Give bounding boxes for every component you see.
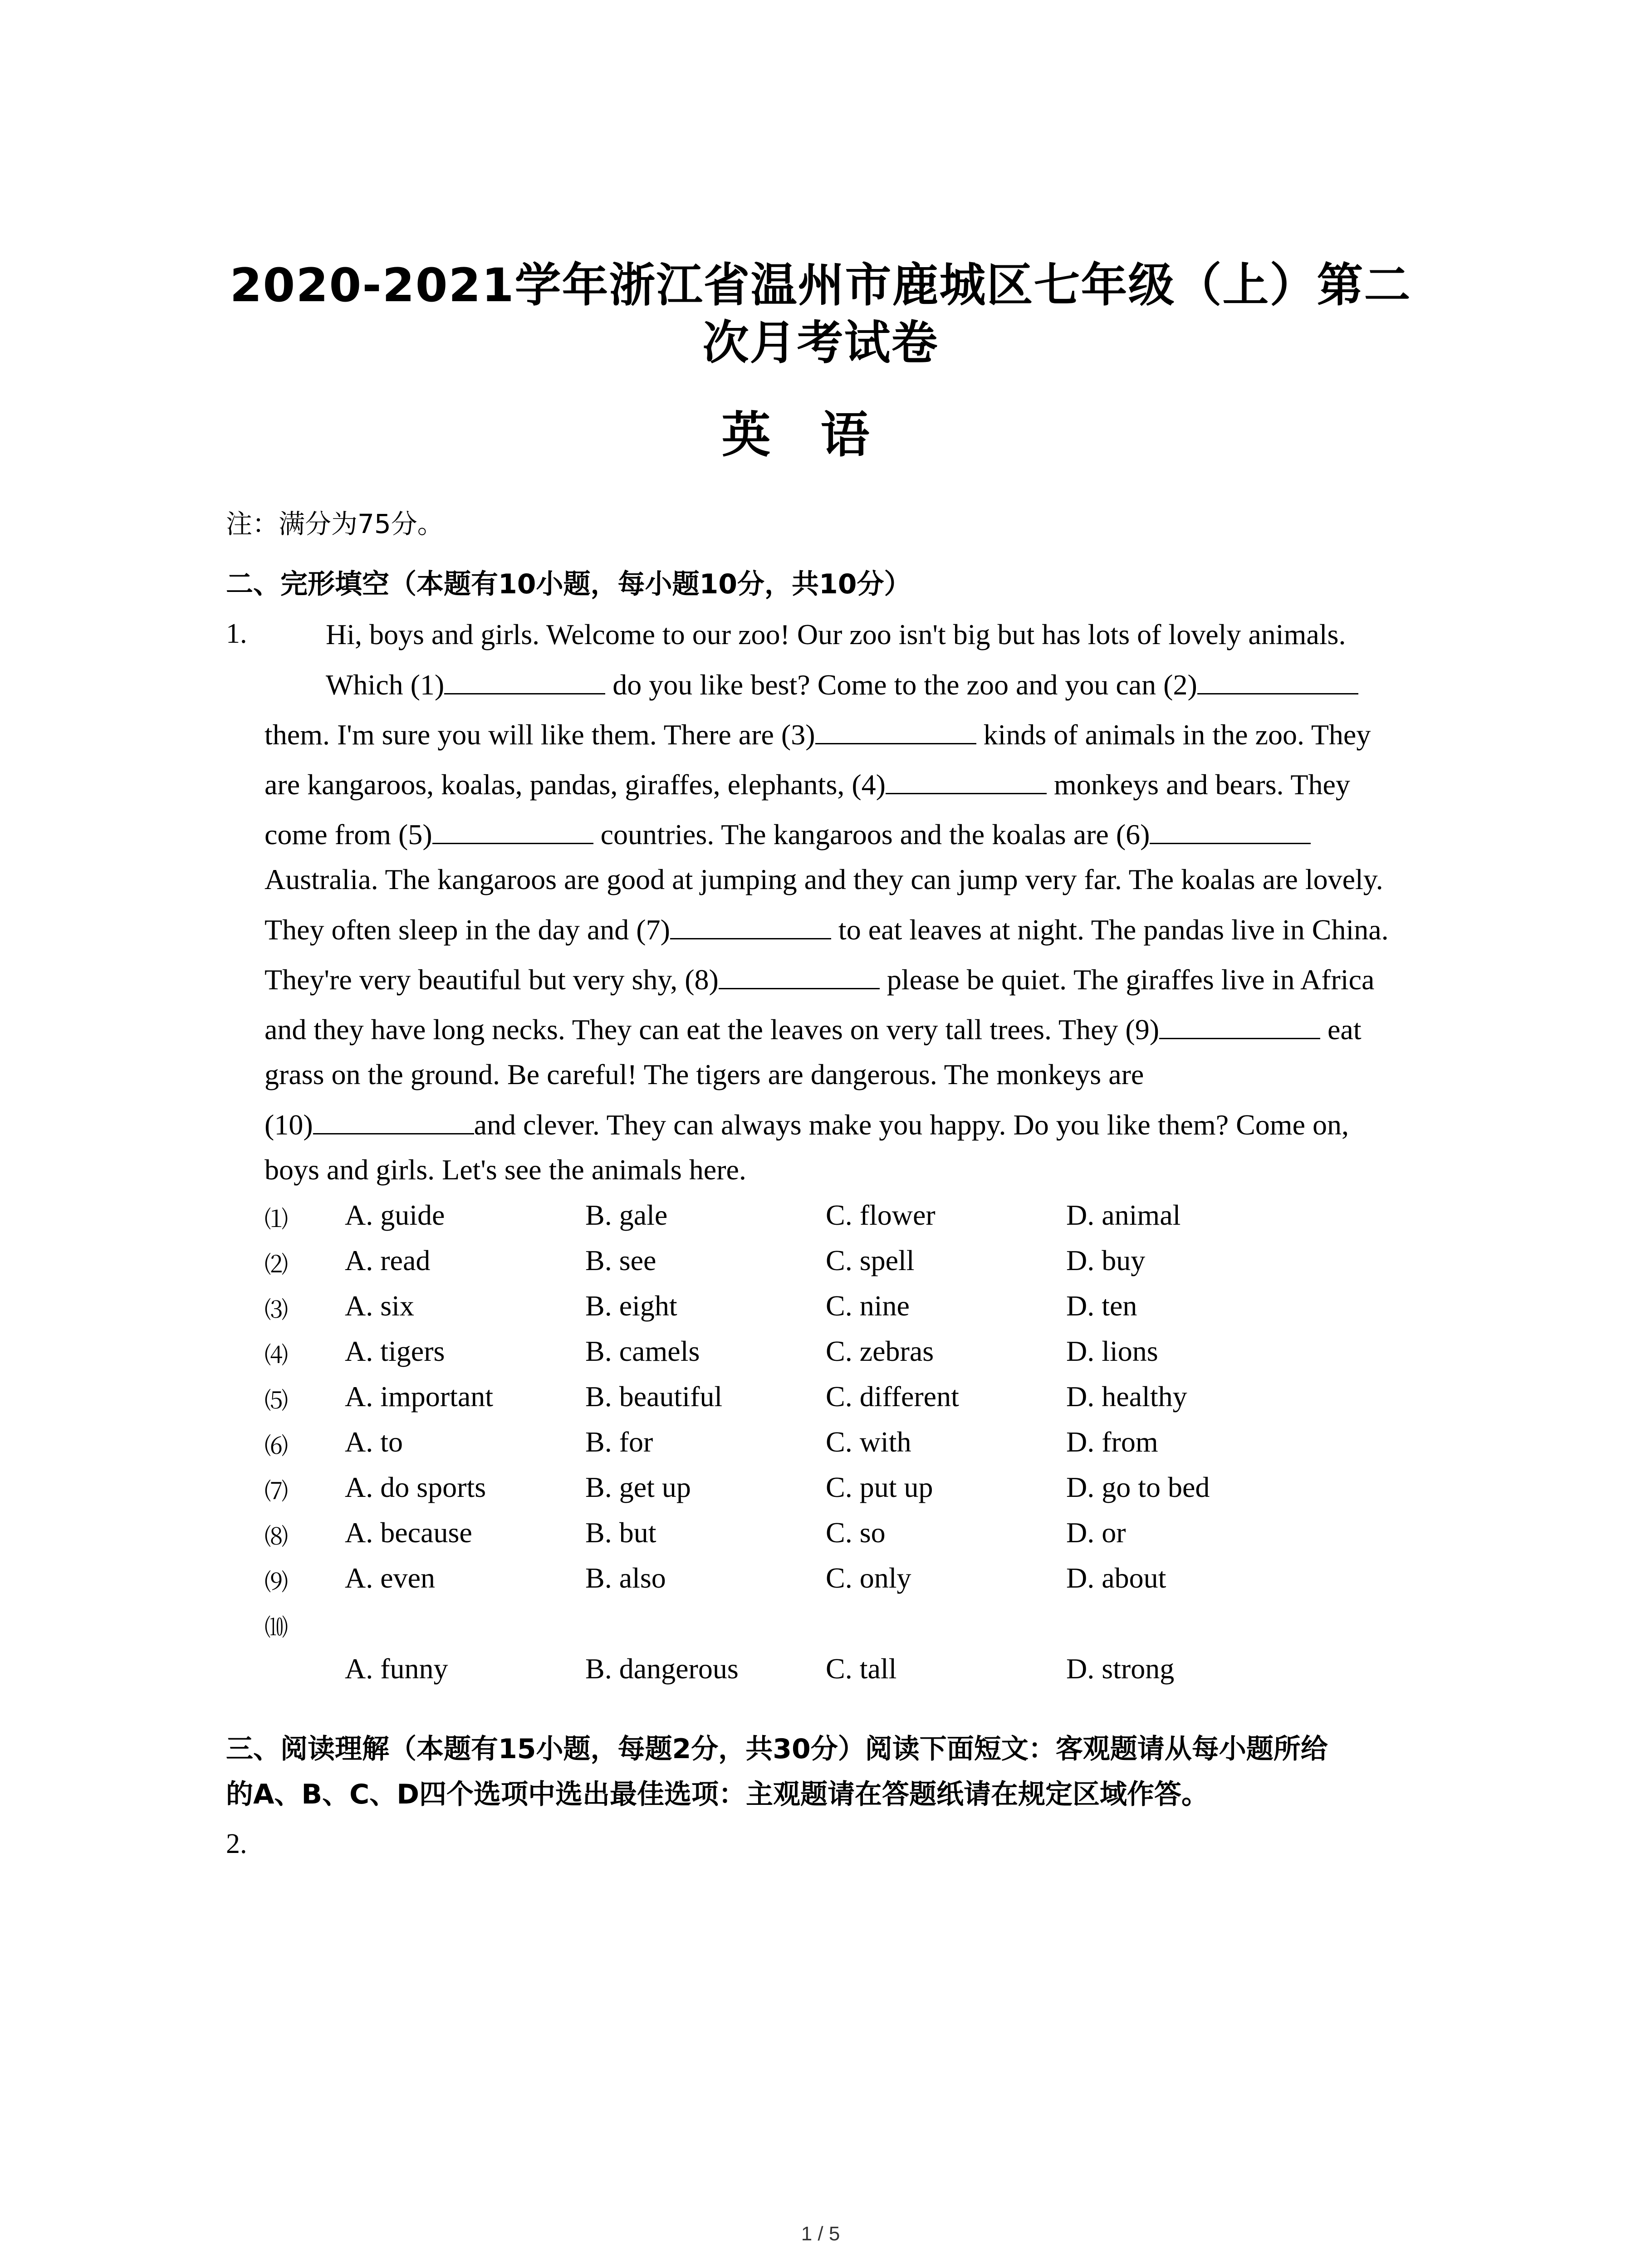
answer-blank[interactable] <box>1197 668 1358 694</box>
passage-text: countries. The kangaroos and the koalas are (6) <box>593 818 1150 850</box>
option-c[interactable]: C. put up <box>826 1471 933 1503</box>
passage-text: Australia. The kangaroos are good at jumping and they can jump very far. The koalas are lovely. <box>265 863 1383 895</box>
passage-line <box>265 1058 1144 1091</box>
option-b[interactable]: B. beautiful <box>585 1380 723 1413</box>
answer-blank[interactable] <box>444 668 605 694</box>
option-b[interactable]: B. for <box>585 1426 653 1458</box>
section3-heading-line2: 的A、B、C、D四个选项中选出最佳选项：主观题请在答题纸请在规定区域作答。 <box>226 1779 1209 1810</box>
passage-text: (10) <box>265 1109 313 1141</box>
option-a[interactable]: A. read <box>345 1244 431 1276</box>
option-number: ⑴ <box>265 1206 289 1233</box>
option-c[interactable]: C. different <box>826 1380 959 1413</box>
answer-blank[interactable] <box>670 913 831 939</box>
option-number: ⑸ <box>265 1388 289 1415</box>
passage-text: boys and girls. Let's see the animals here. <box>265 1154 746 1186</box>
option-c[interactable]: C. only <box>826 1562 911 1594</box>
option-b[interactable]: B. see <box>585 1244 656 1276</box>
option-c[interactable]: C. with <box>826 1426 911 1458</box>
option-d[interactable]: D. from <box>1066 1426 1158 1458</box>
option-a[interactable]: A. six <box>345 1290 414 1322</box>
passage-text: Hi, boys and girls. Welcome to our zoo! Our zoo isn't big but has lots of lovely animals. <box>326 618 1346 650</box>
option-b[interactable]: B. camels <box>585 1335 700 1367</box>
option-number: ⑺ <box>265 1478 289 1505</box>
option-c[interactable]: C. nine <box>826 1290 910 1322</box>
passage-text: them. I'm sure you will like them. There are (3) <box>265 719 815 751</box>
option-d[interactable]: D. lions <box>1066 1335 1158 1367</box>
passage-line <box>265 1153 746 1187</box>
passage-line <box>265 913 1389 947</box>
passage-text: to eat leaves at night. The pandas live in China. <box>831 914 1389 946</box>
passage-text: do you like best? Come to the zoo and you can (2) <box>605 669 1197 701</box>
answer-blank[interactable] <box>719 963 880 989</box>
question-number: 2. <box>226 1828 247 1859</box>
passage-text: kinds of animals in the zoo. They <box>976 719 1371 751</box>
passage-line <box>265 767 1350 802</box>
passage-text: Which (1) <box>326 669 445 701</box>
section2-heading: 二、完形填空（本题有10小题，每小题10分，共10分） <box>226 568 911 600</box>
passage-line <box>265 817 1311 851</box>
option-d[interactable]: D. animal <box>1066 1199 1181 1231</box>
option-d[interactable]: D. strong <box>1066 1652 1175 1685</box>
passage-line <box>326 618 1346 651</box>
passage-line <box>265 1108 1349 1142</box>
answer-blank[interactable] <box>1150 817 1311 844</box>
option-a[interactable]: A. because <box>345 1516 472 1549</box>
option-a[interactable]: A. tigers <box>345 1335 445 1367</box>
answer-blank[interactable] <box>1159 1012 1320 1039</box>
passage-text: They're very beautiful but very shy, (8) <box>265 963 719 996</box>
question-number: 1. <box>226 618 247 649</box>
passage-text: and they have long necks. They can eat the leaves on very tall trees. They (9) <box>265 1013 1159 1046</box>
option-d[interactable]: D. ten <box>1066 1290 1137 1322</box>
paper-title-line2: 次月考试卷 <box>702 316 939 370</box>
option-d[interactable]: D. buy <box>1066 1244 1146 1276</box>
option-c[interactable]: C. so <box>826 1516 886 1549</box>
passage-text: and clever. They can always make you happy. Do you like them? Come on, <box>474 1109 1349 1141</box>
passage-line <box>326 668 1358 702</box>
option-d[interactable]: D. go to bed <box>1066 1471 1210 1503</box>
option-b[interactable]: B. but <box>585 1516 656 1549</box>
passage-line <box>265 863 1383 896</box>
option-number: ⑹ <box>265 1433 289 1460</box>
option-number: ⑵ <box>265 1251 289 1279</box>
option-b[interactable]: B. eight <box>585 1290 677 1322</box>
option-a[interactable]: A. to <box>345 1426 403 1458</box>
passage-line <box>265 1012 1362 1046</box>
passage-text: come from (5) <box>265 818 432 850</box>
option-d[interactable]: D. healthy <box>1066 1380 1187 1413</box>
option-a[interactable]: A. do sports <box>345 1471 486 1503</box>
option-b[interactable]: B. also <box>585 1562 666 1594</box>
passage-text: monkeys and bears. They <box>1046 768 1350 801</box>
passage-line <box>265 963 1374 997</box>
option-c[interactable]: C. spell <box>826 1244 915 1276</box>
option-c[interactable]: C. flower <box>826 1199 936 1231</box>
paper-subject: 英语 <box>721 406 920 464</box>
option-number: ⑼ <box>265 1569 289 1596</box>
option-number: ⑷ <box>265 1342 289 1369</box>
option-number: ⑶ <box>265 1297 289 1324</box>
answer-blank[interactable] <box>815 718 976 744</box>
option-a[interactable]: A. even <box>345 1562 436 1594</box>
option-c[interactable]: C. zebras <box>826 1335 934 1367</box>
option-b[interactable]: B. get up <box>585 1471 691 1503</box>
option-number: ⑽ <box>265 1614 289 1642</box>
passage-line <box>265 718 1371 752</box>
answer-blank[interactable] <box>886 767 1047 794</box>
option-number: ⑻ <box>265 1524 289 1551</box>
passage-text: eat <box>1320 1013 1362 1046</box>
option-a[interactable]: A. guide <box>345 1199 445 1231</box>
answer-blank[interactable] <box>313 1108 474 1134</box>
score-note: 注：满分为75分。 <box>226 508 444 539</box>
page-number: 1 / 5 <box>801 2223 840 2245</box>
passage-text: please be quiet. The giraffes live in Africa <box>879 963 1375 996</box>
option-b[interactable]: B. gale <box>585 1199 668 1231</box>
passage-text: grass on the ground. Be careful! The tigers are dangerous. The monkeys are <box>265 1058 1144 1090</box>
passage-text: are kangaroos, koalas, pandas, giraffes, elephants, (4) <box>265 768 886 801</box>
section3-heading-line1: 三、阅读理解（本题有15小题，每题2分，共30分）阅读下面短文：客观题请从每小题所给 <box>226 1733 1328 1765</box>
passage-text: They often sleep in the day and (7) <box>265 914 670 946</box>
option-a[interactable]: A. funny <box>345 1652 448 1685</box>
option-c[interactable]: C. tall <box>826 1652 897 1685</box>
paper-title-line1: 2020-2021学年浙江省温州市鹿城区七年级（上）第二 <box>230 259 1411 313</box>
option-d[interactable]: D. about <box>1066 1562 1166 1594</box>
option-b[interactable]: B. dangerous <box>585 1652 739 1685</box>
option-a[interactable]: A. important <box>345 1380 494 1413</box>
answer-blank[interactable] <box>432 817 593 844</box>
option-d[interactable]: D. or <box>1066 1516 1126 1549</box>
